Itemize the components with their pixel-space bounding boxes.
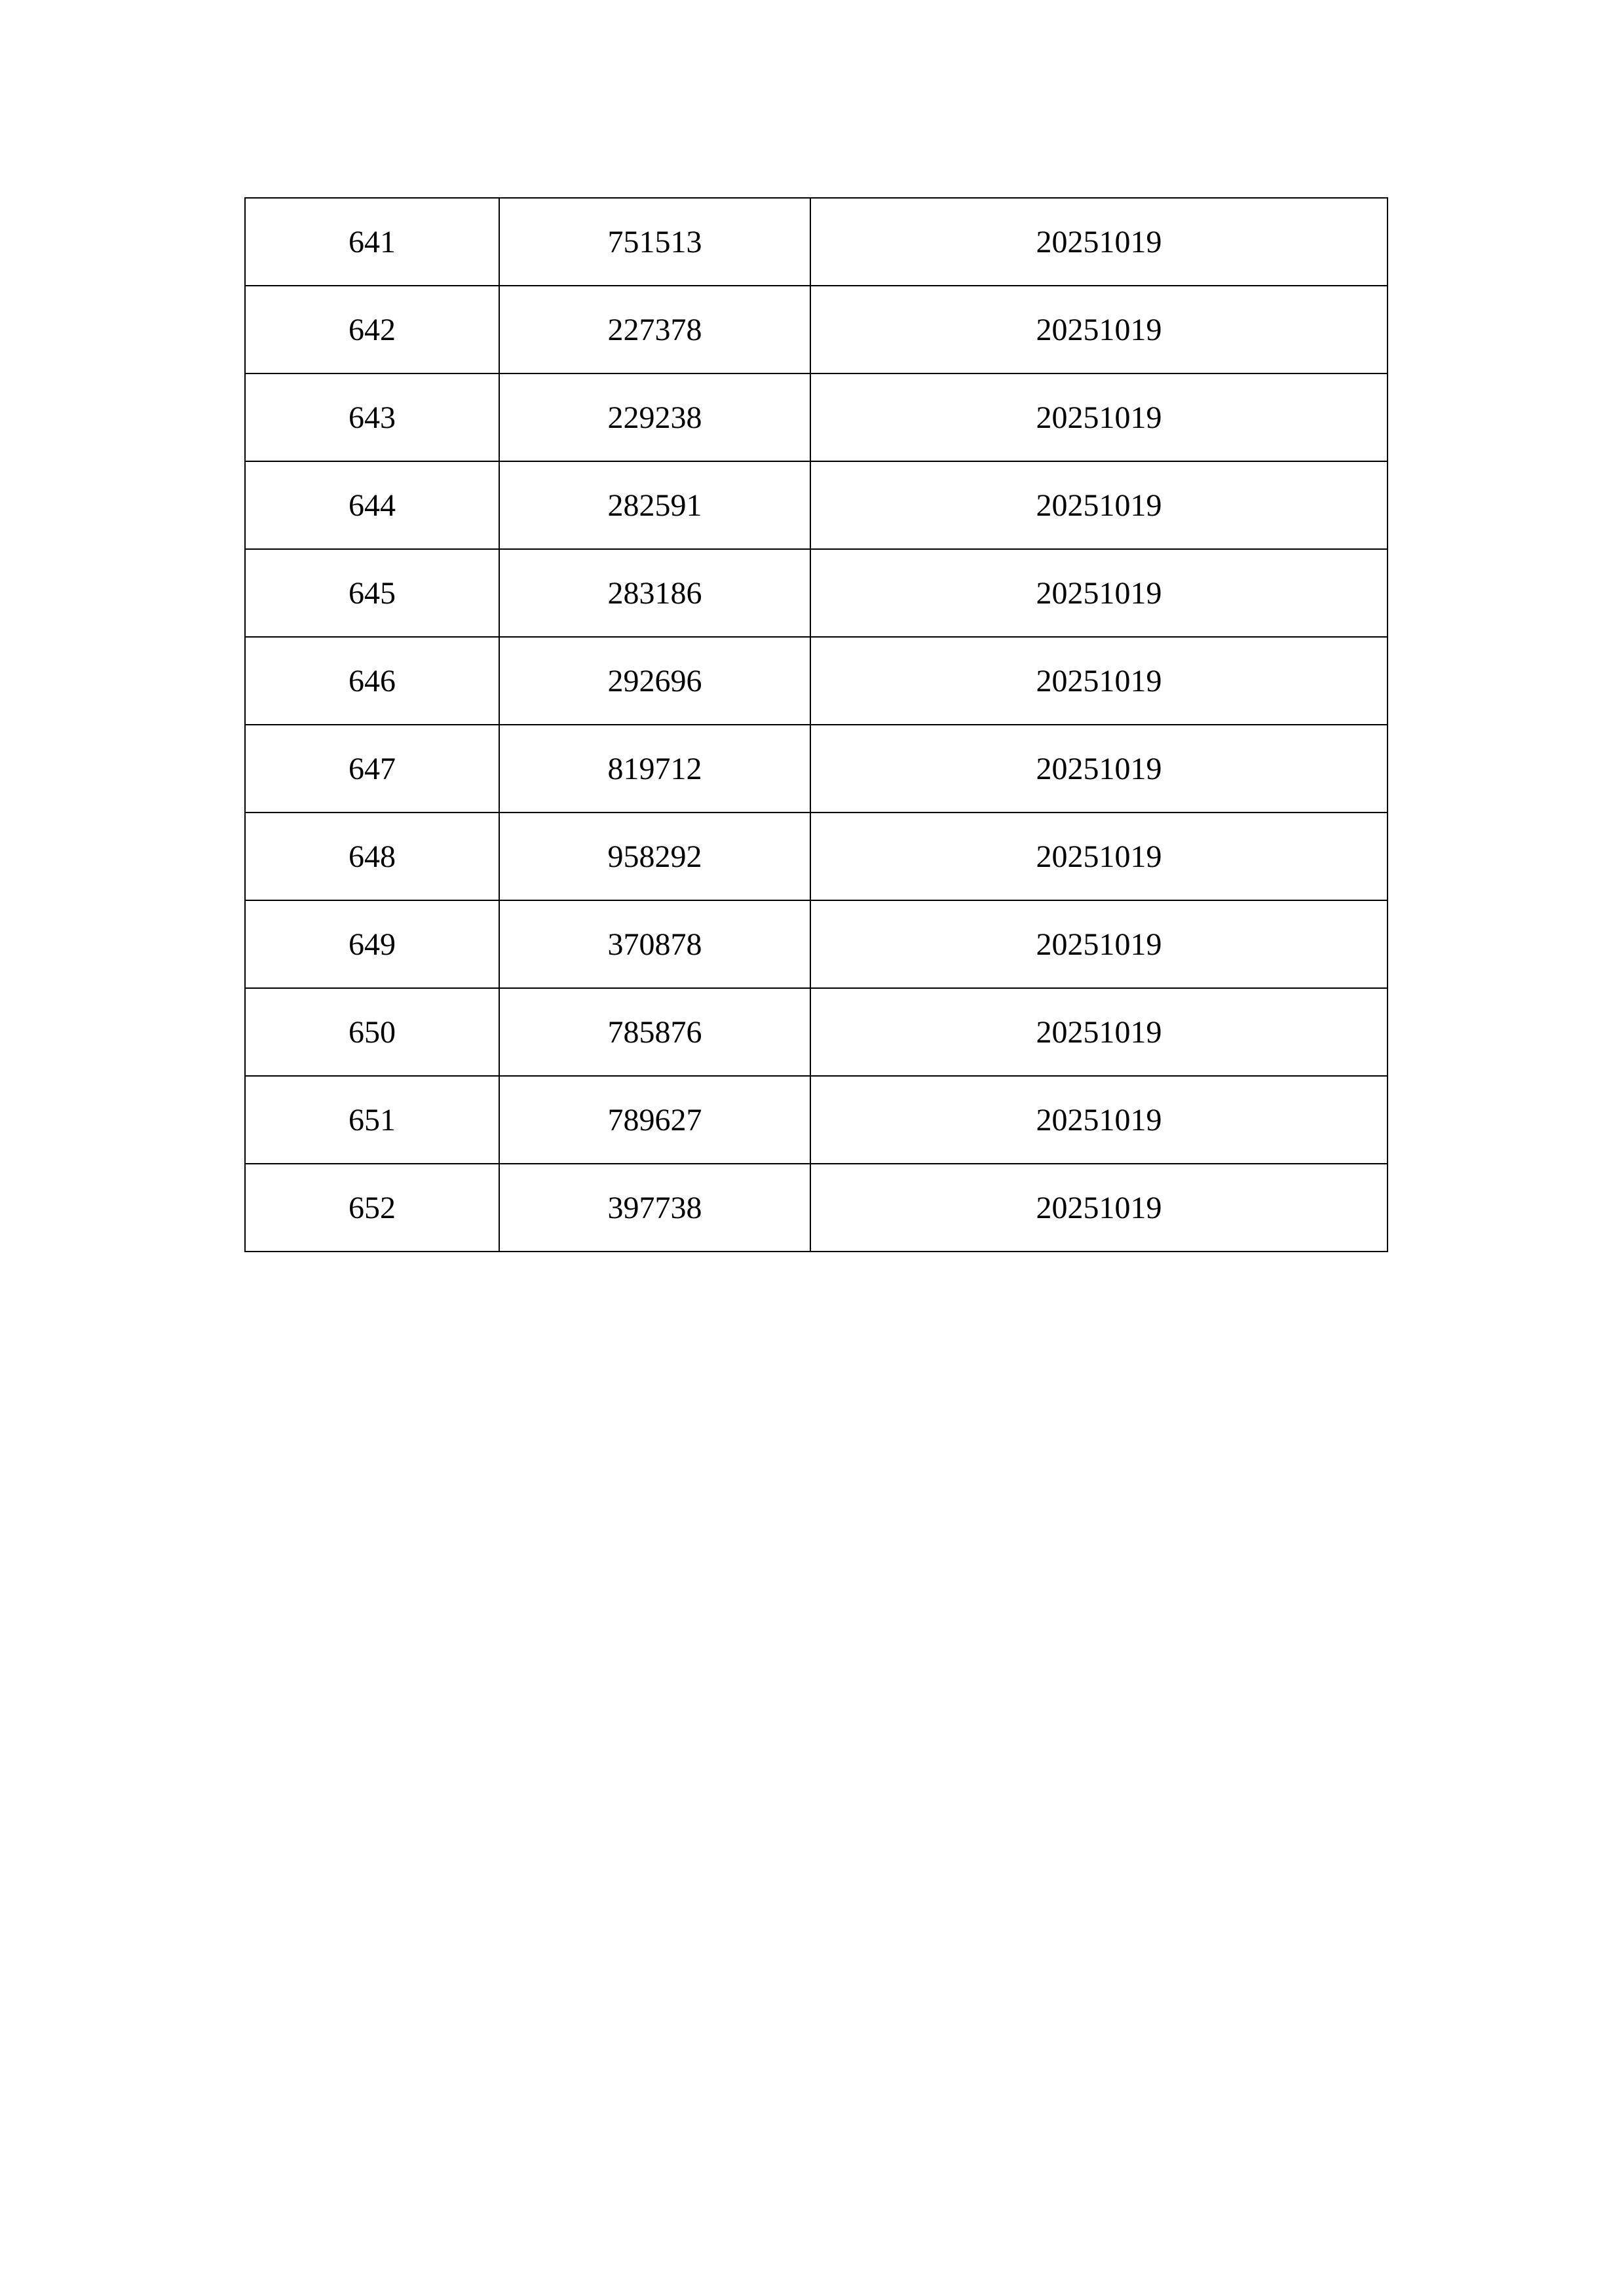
- code-cell: 370878: [499, 900, 810, 988]
- row-number-cell: 648: [245, 813, 499, 900]
- date-cell: 20251019: [810, 725, 1388, 813]
- row-number-cell: 643: [245, 373, 499, 461]
- code-cell: 397738: [499, 1164, 810, 1252]
- row-number-cell: 649: [245, 900, 499, 988]
- code-cell: 292696: [499, 637, 810, 725]
- table-row: [245, 1164, 1388, 1252]
- code-cell: 958292: [499, 813, 810, 900]
- table-row: [245, 813, 1388, 900]
- code-cell: 785876: [499, 988, 810, 1076]
- row-number-cell: 644: [245, 461, 499, 549]
- table-row: [245, 373, 1388, 461]
- table-row: [245, 286, 1388, 373]
- code-cell: 789627: [499, 1076, 810, 1164]
- table-row: [245, 988, 1388, 1076]
- row-number-cell: 651: [245, 1076, 499, 1164]
- row-number-cell: 641: [245, 198, 499, 286]
- table-row: [245, 1076, 1388, 1164]
- row-number-cell: 646: [245, 637, 499, 725]
- row-number-cell: 652: [245, 1164, 499, 1252]
- row-number-cell: 645: [245, 549, 499, 637]
- code-cell: 282591: [499, 461, 810, 549]
- code-cell: 229238: [499, 373, 810, 461]
- table-row: [245, 900, 1388, 988]
- date-cell: 20251019: [810, 1164, 1388, 1252]
- table-row: [245, 549, 1388, 637]
- date-cell: 20251019: [810, 1076, 1388, 1164]
- table-body: [245, 198, 1388, 1252]
- table-row: [245, 725, 1388, 813]
- row-number-cell: 647: [245, 725, 499, 813]
- date-cell: 20251019: [810, 373, 1388, 461]
- date-cell: 20251019: [810, 988, 1388, 1076]
- date-cell: 20251019: [810, 286, 1388, 373]
- date-cell: 20251019: [810, 900, 1388, 988]
- code-cell: 227378: [499, 286, 810, 373]
- date-cell: 20251019: [810, 549, 1388, 637]
- row-number-cell: 642: [245, 286, 499, 373]
- code-cell: 819712: [499, 725, 810, 813]
- row-number-cell: 650: [245, 988, 499, 1076]
- table-row: [245, 461, 1388, 549]
- date-cell: 20251019: [810, 813, 1388, 900]
- date-cell: 20251019: [810, 198, 1388, 286]
- table-row: [245, 198, 1388, 286]
- code-cell: 751513: [499, 198, 810, 286]
- code-cell: 283186: [499, 549, 810, 637]
- date-cell: 20251019: [810, 637, 1388, 725]
- table-row: [245, 637, 1388, 725]
- date-cell: 20251019: [810, 461, 1388, 549]
- data-table: [244, 197, 1388, 1252]
